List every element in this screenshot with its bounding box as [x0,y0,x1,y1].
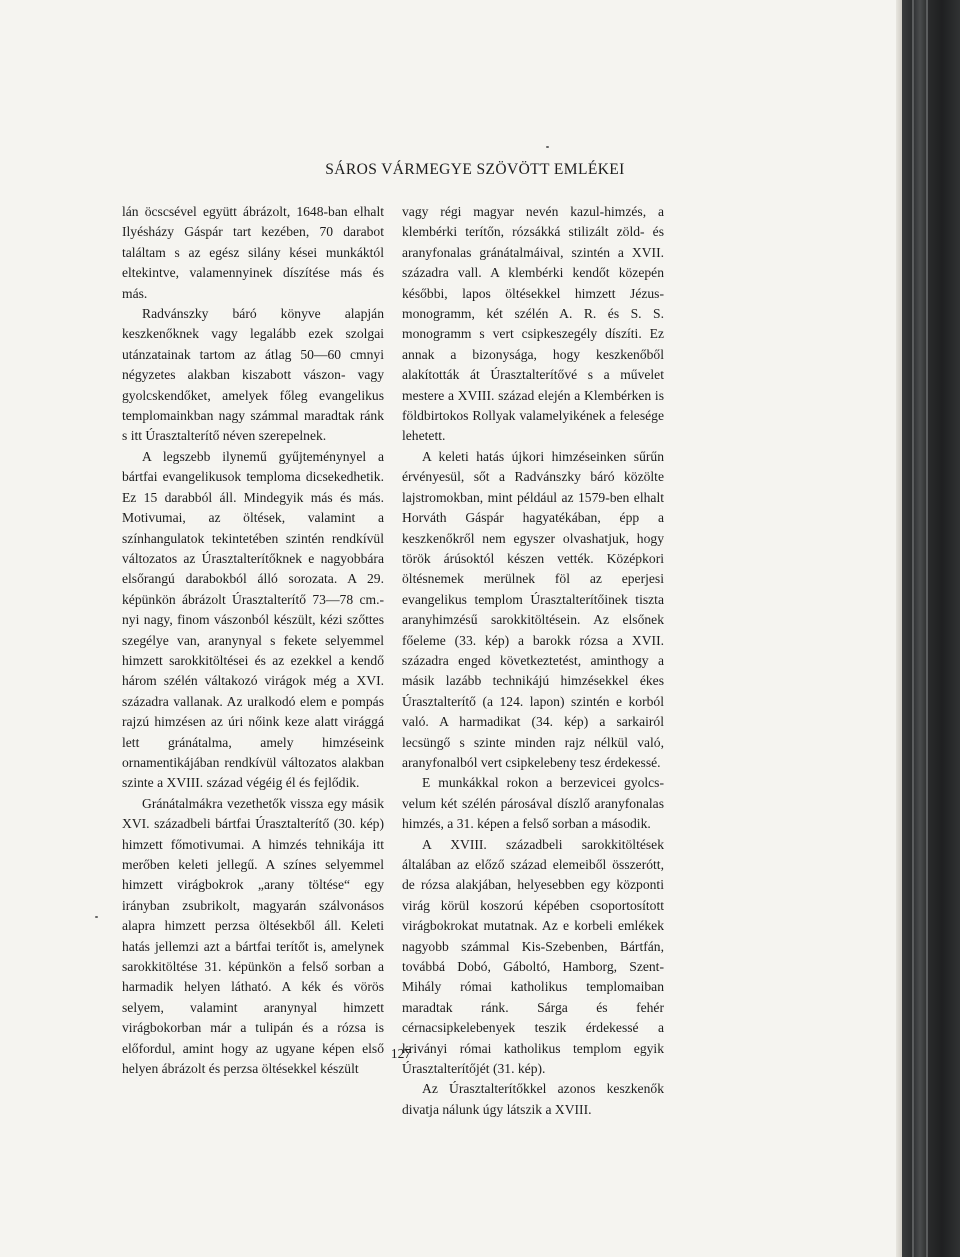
binding-stripe [926,0,928,1257]
paragraph: lán öcscsével együtt ábrázolt, 1648-ban elhalt Ilyésházy Gáspár tart kezében, 70 darabot találtam s az egész silány kései munkáktól eltekintve, valamennyinek díszítése más és más. [122,204,384,301]
paragraph: A legszebb ilynemű gyűjteménynyel a bártfai evangelikusok temploma dicsekedhetik. Ez 15 darabból áll. Mindegyik más és más. Motivumai, az öltések, valamint a színhangulatok tekintetében szintén rendkívül változatos az Úrasztalterítőknek e nagyobbára elsőrangú darabokból álló sorozata. A 29. képünkön ábrázolt Úrasztalterítő 73—78 cm.-nyi nagy, finom vászonból készült, kézi szőttes szegélye van, aranynyal s fekete selyemmel himzett sarokkitöltései és az ezekkel a kendő három szélén váltakozó virágok még a XVI. századra vallanak. Az uralkodó elem e pompás rajzú himzésen az úri nőink keze alatt virággá lett gránátalma, amely himzéseink ornamentikájában rendkívül változatos alakban szinte a XVIII. század végéig él és fejlődik. [122,448,384,791]
paragraph: Radvánszky báró könyve alapján keszkenőknek vagy legalább ezek szolgai utánzatainak tartom az átlag 50—60 cmnyi négyzetes alakban kiszabott vászon- vagy gyolcskendőket, amelyek főleg evangelikus templomainkban nagy számmal maradtak ránk s itt Úrasztalterítő néven szerepelnek. [122,306,384,444]
paragraph: E munkákkal rokon a berzevicei gyolcs-velum két szélén párosával díszlő aranyfonalas himzés, a 31. képen a felső sorban a második. [402,775,664,832]
paragraph: Gránátalmákra vezethetők vissza egy másik XVI. századbeli bártfai Úrasztalterítő (30. kép) himzett főmotivumai. A himzés tehnikája itt merőben keleti jellegű. A színes selyemmel himzett virágbokrok „arany töltése“ egy irányban zsubrikolt, magyarán szálvonásos alapra himzett perzsa öltésekből áll. Keleti hatás jellemzi azt a bártfai terítőt is, amelynek sarokkitöltése 31. képünkön a felső sorban a harmadik helyen látható. A kék és vörös selyem, valamint aranynyal himzett virágbokorban már a tulipán és a rózsa is előfordul, amint hogy az ugyane képen első helyen ábrázolt és perzsa öltésekkel készült [122,795,384,1077]
page-number: 127 [390,1046,412,1061]
running-title: SÁROS VÁRMEGYE SZÖVÖTT EMLÉKEI [325,161,625,178]
paragraph: A XVIII. századbeli sarokkitöltések általában az előző század elemeiből összerótt, de rózsa alakjában, helyesebben egy központi virág körül koszorú képében csoportosított virágbokrokat mutatnak. Az e korbeli emlékek nagyobb számmal Kis-Szebenben, Bártfán, továbbá Dobó, Gáboltó, Hamborg, Szent-Mihály római katholikus templomaiban maradtak ránk. Sárga és fehér cérnacsipkelebenyek teszik érdekessé a kriványi római katholikus templom egyik Úrasztalterítőjét (31. kép). [402,836,664,1077]
paper-speck [95,916,98,918]
paragraph: Az Úrasztalterítőkkel azonos keszkenők divatja nálunk úgy látszik a XVIII. [402,1081,664,1117]
book-binding [902,0,960,1257]
paragraph: vagy régi magyar nevén kazul-himzés, a klembérki terítőn, rózsákká stilizált zöld- és aranyfonalas gránátalmáival, szintén a XVII. századra vall. A klembérki kendőt közepén későbbi, lapos öltésekkel himzett Jézus-monogramm, két szélén A. R. és S. S. monogramm s vert csipkeszegély díszíti. Ez annak a bizonysága, hogy keszkenőből alakították át Úrasztalterítővé s a művelet mestere a XVIII. század elején a Klembérken is földbirtokos Rollyak valamelyikének a felesége lehetett. [402,204,664,444]
paragraph: A keleti hatás újkori himzéseinken sűrűn érvényesül, sőt a Radvánszky báró közölte lajstromokban, mint például az 1579-ben elhalt Horváth Gáspár hagyatékában, épp a keszkenőkről nem egyszer olvashatjuk, hogy török árúsoktól készen vették. Középkori öltésnemek merülnek föl az eperjesi evangelikus templom Úrasztalterítőinek tiszta aranyhimzésű sarokkitöltésein. Az elsőnek főeleme (33. kép) a barokk rózsa a XVII. századra enged következtetést, aminthogy a másik lazább technikájú himzésekkel ékes Úrasztalterítő (a 124. lapon) szintén e korból való. A harmadikat (34. kép) a sarkairól lecsüngő s szinte minden rajz nélkül való, aranyfonalból vert csipkelebeny tesz érdekessé. [402,448,664,770]
binding-stripe [912,0,914,1257]
left-column [122,202,384,1079]
right-column [402,202,664,1120]
paper-speck [546,146,549,148]
